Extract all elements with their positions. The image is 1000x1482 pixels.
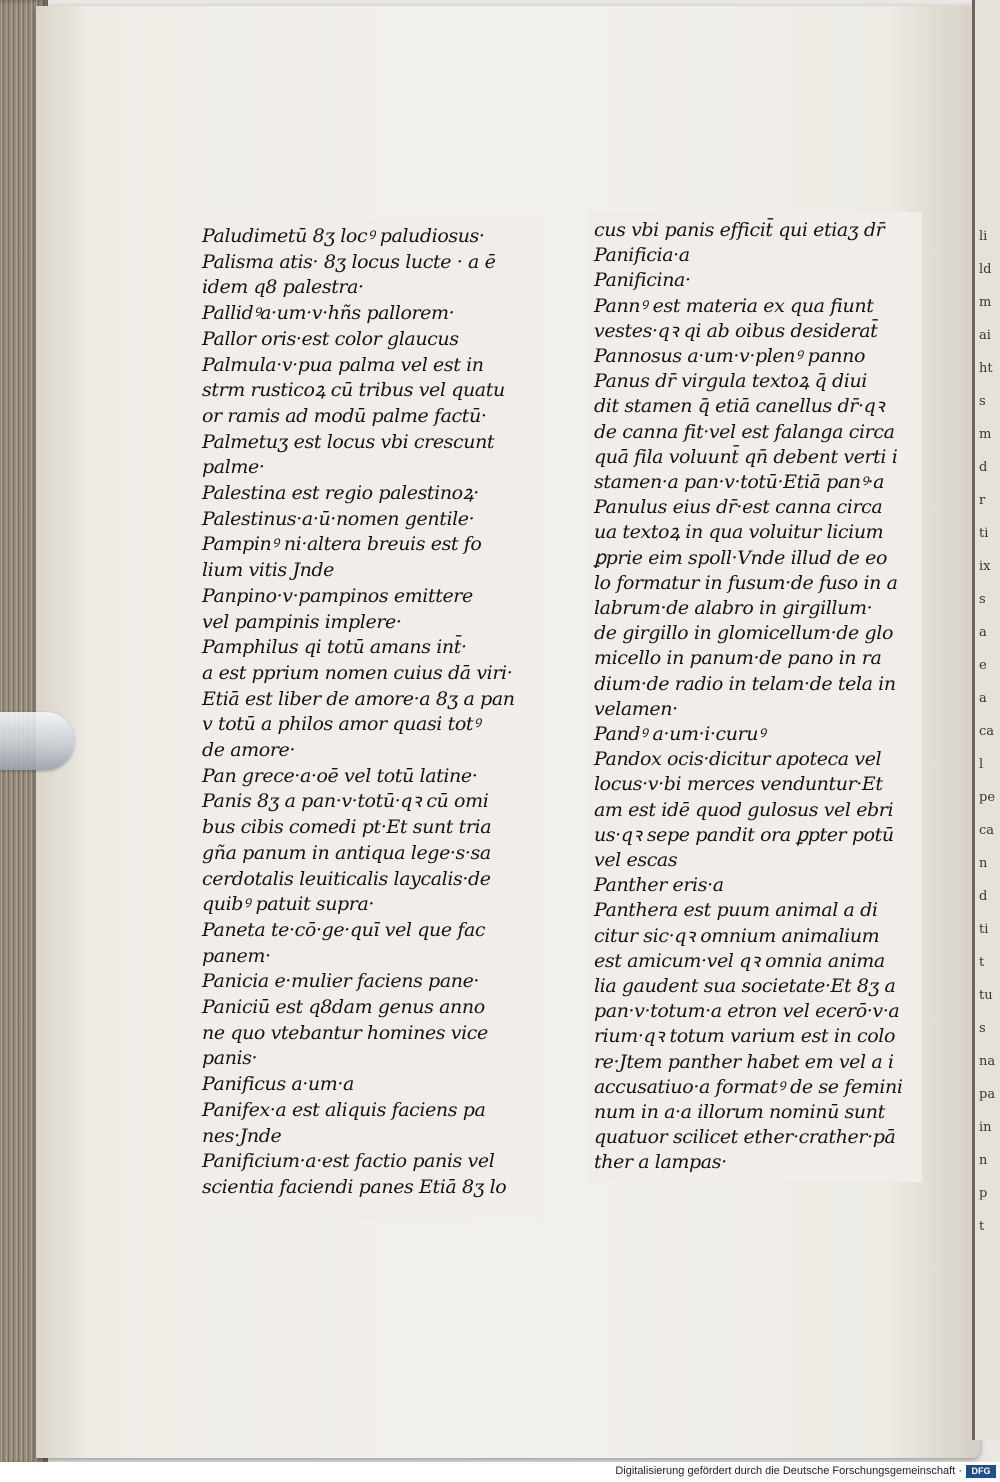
text-line: Panificus a·um·a bbox=[202, 1073, 354, 1096]
next-page-margin bbox=[972, 0, 1000, 1440]
text-line: lo formatur in fusum·de fuso in a bbox=[594, 571, 898, 594]
margin-fragment: d bbox=[979, 889, 988, 904]
text-line: accusatiuo·a formatꝰ de se femini bbox=[594, 1075, 903, 1098]
text-line: Panther eris·a bbox=[594, 874, 724, 897]
margin-fragment: l bbox=[979, 757, 984, 772]
text-line: strm rusticoꝝ cū tribus vel quatu bbox=[202, 379, 505, 402]
text-line: de amore· bbox=[202, 739, 295, 761]
margin-fragment: ti bbox=[979, 922, 989, 937]
text-line: Pannosus a·um·v·plenꝰ panno bbox=[594, 345, 866, 367]
text-line: or ramis ad modū palme factū· bbox=[202, 404, 487, 427]
text-line: Panificium·a·est factio panis vel bbox=[202, 1150, 495, 1173]
text-line: Pan grece·a·oē vel totū latine· bbox=[202, 764, 478, 787]
text-line: gña panum in antiqua lege·s·sa bbox=[202, 841, 491, 864]
margin-fragment: ai bbox=[979, 328, 991, 343]
margin-fragment: m bbox=[979, 427, 992, 442]
text-line: quā fila voluunt̄ qn̄ debent verti i bbox=[594, 445, 898, 468]
text-line: us·qꝛ sepe pandit ora ꝑpter potū bbox=[594, 823, 894, 846]
margin-fragment: tu bbox=[979, 988, 993, 1003]
margin-fragment: ht bbox=[979, 361, 993, 376]
text-line: cerdotalis leuiticalis laycalis·de bbox=[202, 867, 491, 890]
margin-fragment: a bbox=[979, 625, 987, 640]
text-line: lia gaudent sua societate·Et 8ʒ a bbox=[594, 975, 896, 997]
text-line: panem· bbox=[202, 944, 271, 967]
margin-fragment: ca bbox=[979, 823, 995, 838]
margin-fragment: in bbox=[979, 1120, 992, 1135]
text-line: Pallor oris·est color glaucus bbox=[202, 327, 459, 350]
text-line: re·Jtem panther habet em vel a i bbox=[594, 1050, 894, 1073]
text-line: Pamphilus qi totū amans int̄· bbox=[202, 636, 467, 659]
text-line: de girgillo in glomicellum·de glo bbox=[594, 622, 894, 645]
margin-fragment: na bbox=[979, 1054, 996, 1069]
text-line: Panulus eius dr̄·est canna circa bbox=[594, 496, 883, 519]
footer-bar bbox=[0, 1462, 1000, 1482]
text-line: num in a·a illorum nominū sunt bbox=[594, 1101, 885, 1123]
text-line: Pandox ocis·dicitur apoteca vel bbox=[594, 748, 882, 771]
text-line: a est pprium nomen cuius dā viri· bbox=[202, 661, 513, 684]
text-line: vestes·qꝛ qi ab oibus desiderat̄ bbox=[594, 319, 878, 342]
text-line: Panpino·v·pampinos emittere bbox=[202, 584, 473, 607]
text-line: Palestina est regio palestinoꝝ· bbox=[202, 482, 479, 504]
text-line: Paludimetū 8ʒ locꝰ paludiosus· bbox=[202, 225, 485, 247]
text-line: Palisma atis· 8ʒ locus lucte · a ē bbox=[202, 250, 496, 273]
text-line: Panifex·a est aliquis faciens pa bbox=[202, 1098, 486, 1121]
margin-fragment: pe bbox=[979, 790, 996, 805]
margin-fragment: ca bbox=[979, 724, 995, 739]
text-line: quatuor scilicet ether·crather·pā bbox=[594, 1126, 896, 1149]
text-line: Palestinus·a·ū·nomen gentile· bbox=[202, 507, 475, 530]
text-line: micello in panum·de pano in ra bbox=[594, 647, 882, 670]
text-line: labrum·de alabro in girgillum· bbox=[594, 597, 873, 619]
margin-fragment: d bbox=[979, 460, 988, 475]
text-line: est amicum·vel qꝛ omnia anima bbox=[594, 949, 885, 972]
text-line: v totū a philos amor quasi totꝰ bbox=[202, 713, 480, 736]
text-line: am est idē quod gulosus vel ebri bbox=[594, 798, 894, 821]
text-line: Panificia·a bbox=[594, 244, 690, 267]
text-line: bus cibis comedi pt·Et sunt tria bbox=[202, 816, 492, 839]
text-line: quibꝰ patuit supra· bbox=[202, 893, 375, 916]
text-column-left bbox=[196, 218, 544, 1218]
margin-fragment: li bbox=[979, 229, 988, 244]
text-line: Paneta te·cō·ge·quī vel que fac bbox=[202, 918, 486, 941]
text-line: Panthera est puum animal a di bbox=[594, 899, 878, 922]
text-line: Pannꝰ est materia ex qua fiunt bbox=[594, 294, 874, 317]
text-line: ne quo vtebantur homines vice bbox=[202, 1021, 488, 1044]
margin-fragment: n bbox=[979, 856, 988, 871]
margin-fragment: t bbox=[979, 955, 985, 970]
text-line: ther a lampas· bbox=[594, 1151, 727, 1174]
text-line: dium·de radio in telam·de tela in bbox=[594, 672, 896, 695]
margin-fragment: n bbox=[979, 1153, 988, 1168]
text-line: Paniciū est q8dam genus anno bbox=[202, 996, 485, 1018]
dfg-logo: DFG bbox=[966, 1465, 996, 1478]
margin-fragment: ti bbox=[979, 526, 989, 541]
margin-fragment: r bbox=[979, 493, 986, 508]
text-line: lium vitis Jnde bbox=[202, 559, 335, 582]
margin-fragment: m bbox=[979, 295, 992, 310]
text-line: scientia faciendi panes Etiā 8ʒ lo bbox=[202, 1175, 507, 1198]
text-line: palme· bbox=[202, 456, 265, 479]
text-line: nes·Jnde bbox=[202, 1124, 282, 1147]
text-line: Pampinꝰ ni·altera breuis est fo bbox=[202, 533, 482, 556]
text-line: Palmetuʒ est locus vbi crescunt bbox=[202, 430, 495, 453]
text-line: ua textoꝝ in qua voluitur licium bbox=[594, 521, 884, 544]
text-line: Pallidꝰa·um·v·hñs pallorem· bbox=[202, 302, 455, 325]
text-line: Pandꝰ a·um·i·curuꝰ bbox=[594, 723, 765, 745]
text-line: citur sic·qꝛ omnium animalium bbox=[594, 924, 880, 947]
margin-fragment: s bbox=[979, 1021, 986, 1036]
text-line: locus·v·bi merces venduntur·Et bbox=[594, 773, 883, 796]
text-line: Palmula·v·pua palma vel est in bbox=[202, 353, 484, 376]
text-line: vel escas bbox=[594, 849, 678, 871]
text-line: idem q8 palestra· bbox=[202, 276, 364, 299]
margin-fragment: p bbox=[979, 1186, 988, 1201]
margin-fragment: pa bbox=[979, 1087, 996, 1102]
footer-credit: Digitalisierung gefördert durch die Deutsche Forschungsgemeinschaft · bbox=[615, 1465, 962, 1477]
text-line: stamen·a pan·v·totū·Etiā panꝰ·a bbox=[594, 471, 885, 493]
text-line: Panus dr̄ virgula textoꝝ q̄ diui bbox=[594, 370, 867, 393]
text-line: rium·qꝛ totum varium est in colo bbox=[594, 1025, 895, 1048]
margin-fragment: s bbox=[979, 394, 986, 409]
text-line: panis· bbox=[202, 1047, 258, 1070]
text-line: velamen· bbox=[594, 697, 678, 720]
margin-fragment: t bbox=[979, 1219, 985, 1234]
text-line: de canna fit·vel est falanga circa bbox=[594, 420, 895, 443]
page-clip bbox=[0, 712, 74, 770]
text-line: pan·v·totum·a etron vel ecerō·v·a bbox=[594, 1000, 900, 1023]
margin-fragment: s bbox=[979, 592, 986, 607]
text-line: Panicia e·mulier faciens pane· bbox=[202, 970, 480, 993]
text-column-right bbox=[588, 212, 922, 1182]
margin-fragment: ix bbox=[979, 559, 991, 574]
text-line: Etiā est liber de amore·a 8ʒ a pan bbox=[202, 687, 515, 710]
text-line: ꝑprie eim spoll·Vnde illud de eo bbox=[594, 546, 887, 569]
text-line: Panificina· bbox=[594, 269, 691, 292]
text-line: Panis 8ʒ a pan·v·totū·qꝛ cū omi bbox=[202, 790, 489, 813]
text-line: cus vbi panis efficit̄ qui etiaʒ dr̄ bbox=[594, 219, 885, 241]
margin-fragment: e bbox=[979, 658, 987, 673]
margin-fragment: a bbox=[979, 691, 987, 706]
text-line: dit stamen q̄ etiā canellus dr̄·qꝛ bbox=[594, 395, 884, 418]
text-line: vel pampinis implere· bbox=[202, 610, 402, 633]
margin-fragment: ld bbox=[979, 262, 992, 277]
